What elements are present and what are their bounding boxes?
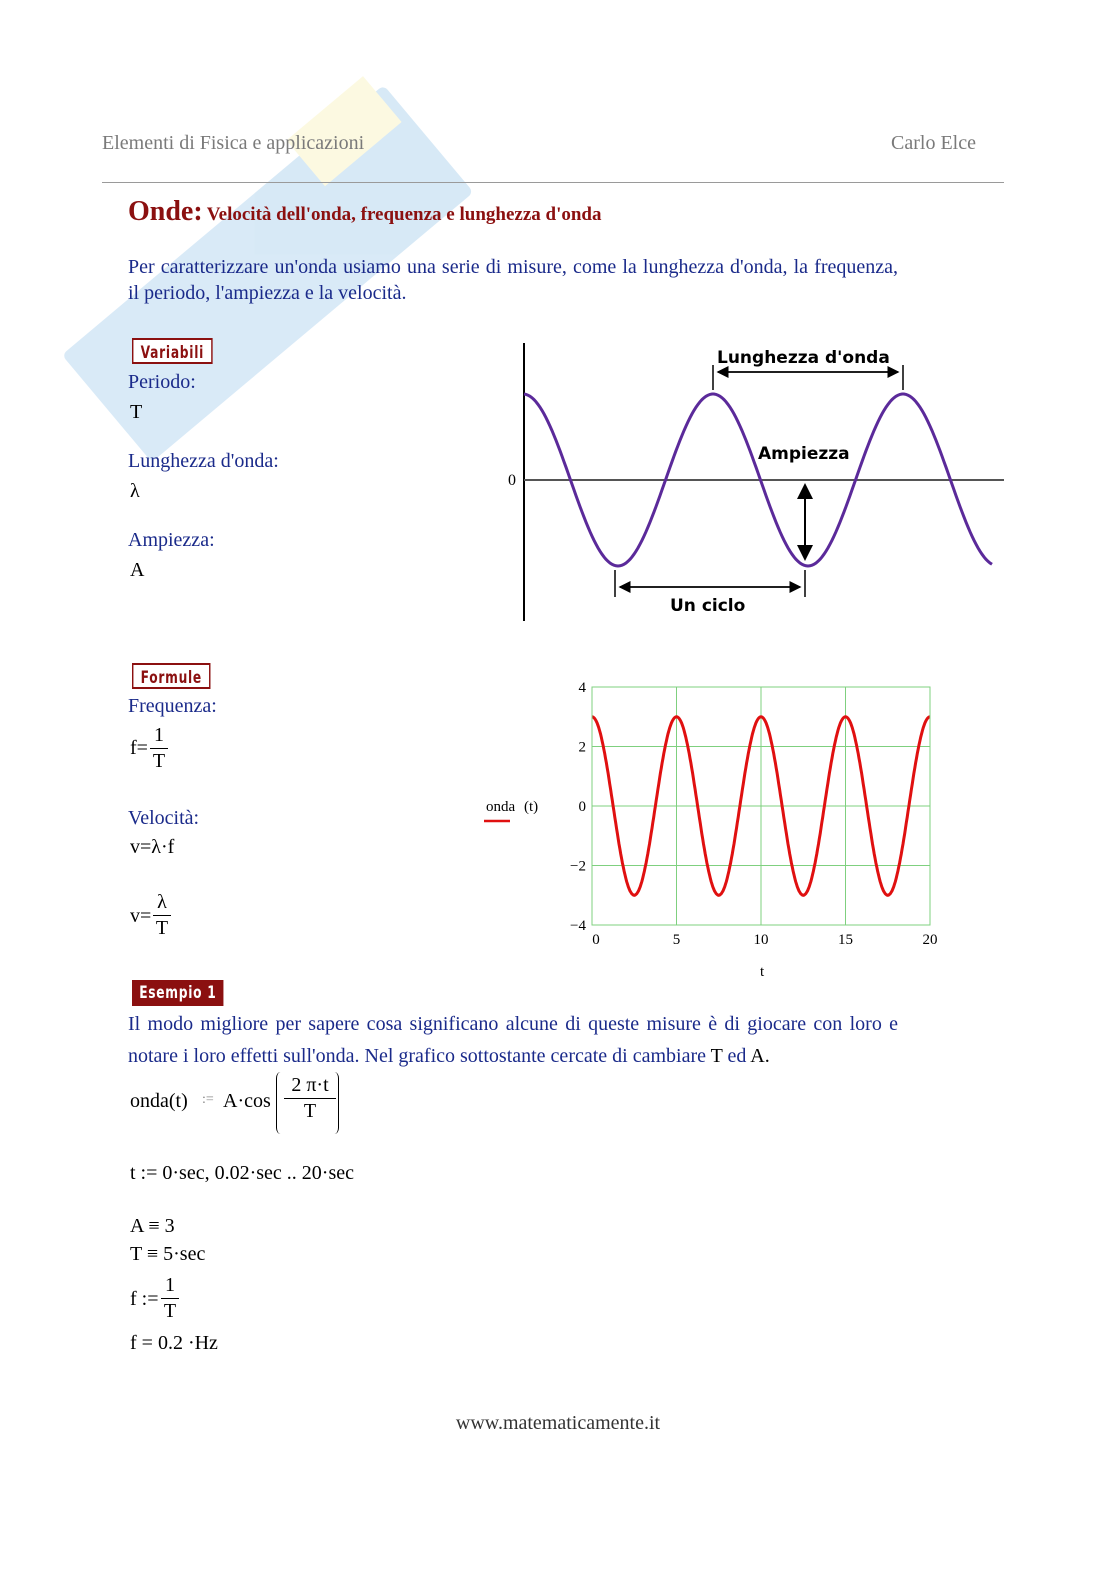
variabili-badge: Variabili bbox=[132, 338, 213, 364]
esempio-symbol-T: T bbox=[710, 1045, 723, 1067]
diagram-zero-label: 0 bbox=[508, 472, 516, 489]
f-definition-lhs: f := bbox=[130, 1288, 159, 1310]
f-def-fraction-bar bbox=[161, 1298, 179, 1299]
header-doc-title: Elementi di Fisica e applicazioni bbox=[102, 132, 365, 154]
esempio-paragraph bbox=[128, 1008, 898, 1072]
formule-badge: Formule bbox=[132, 663, 211, 689]
onda-numerator: 2 π·t bbox=[291, 1074, 329, 1096]
T-definition: T ≡ 5·sec bbox=[130, 1243, 206, 1265]
title-sub: Velocità dell'onda, frequenza e lunghezza d'onda bbox=[206, 204, 602, 225]
vel-numerator: λ bbox=[157, 891, 167, 913]
wave-diagram bbox=[500, 335, 1010, 630]
freq-fraction-bar bbox=[150, 748, 168, 749]
chart-y-tick-label: 4 bbox=[578, 680, 586, 696]
chart-x-tick-label: 0 bbox=[592, 932, 600, 948]
chart-x-axis-label: t bbox=[760, 964, 765, 980]
chart-x-tick-label: 20 bbox=[922, 932, 938, 948]
header-author: Carlo Elce bbox=[891, 132, 976, 154]
freq-denominator: T bbox=[152, 750, 166, 772]
onda-paren-right bbox=[330, 1072, 339, 1134]
section-title bbox=[128, 196, 602, 228]
chart-y-tick-label: 2 bbox=[578, 739, 586, 756]
onda-chart bbox=[480, 675, 960, 985]
f-def-numerator: 1 bbox=[165, 1274, 175, 1296]
vel-denominator: T bbox=[155, 917, 169, 939]
amplitude-label: Ampiezza bbox=[758, 444, 850, 464]
chart-y-tick-label: 0 bbox=[578, 799, 586, 815]
cycle-label: Un ciclo bbox=[670, 596, 746, 616]
vel-fraction-bar bbox=[153, 915, 171, 916]
footer-url: www.matematicamente.it bbox=[455, 1412, 661, 1434]
esempio-symbol-A: A bbox=[750, 1045, 765, 1067]
wavelength-label: Lunghezza d'onda bbox=[717, 348, 890, 368]
esempio-text-ed: ed bbox=[727, 1045, 747, 1067]
vel-formula-1: v=λ·f bbox=[130, 836, 175, 858]
ampiezza-symbol: A bbox=[130, 559, 145, 581]
chart-x-tick-label: 10 bbox=[753, 932, 769, 948]
vel-formula-2-fraction bbox=[153, 891, 171, 940]
frequenza-label: Frequenza: bbox=[128, 695, 217, 717]
vel-formula-2-lhs: v= bbox=[130, 905, 152, 927]
A-definition: A ≡ 3 bbox=[130, 1215, 175, 1237]
chart-y-tick-label: −2 bbox=[570, 858, 586, 875]
header-divider bbox=[102, 182, 1004, 183]
onda-def-assign: := bbox=[202, 1092, 214, 1107]
freq-numerator: 1 bbox=[154, 724, 164, 746]
esempio-text: Il modo migliore per sapere cosa significano alcune di queste misure è di giocare con loro e notare i loro effetti sull'onda. Nel grafico sottostante cercate di cambiare bbox=[128, 1013, 898, 1067]
title-main: Onde: bbox=[128, 196, 203, 227]
periodo-symbol: T bbox=[130, 401, 143, 423]
onda-fraction-bar bbox=[284, 1098, 336, 1099]
chart-x-tick-label: 15 bbox=[838, 932, 853, 948]
onda-def-rhs: A·cos bbox=[223, 1090, 271, 1112]
lunghezza-symbol: λ bbox=[130, 480, 140, 502]
velocita-label: Velocità: bbox=[128, 807, 200, 829]
onda-fraction bbox=[284, 1074, 336, 1123]
freq-formula-fraction bbox=[150, 724, 168, 773]
onda-def-lhs: onda(t) bbox=[130, 1090, 188, 1112]
chart-legend-arg: (t) bbox=[524, 799, 539, 815]
onda-denominator: T bbox=[303, 1100, 317, 1122]
chart-x-tick-label: 5 bbox=[672, 932, 681, 948]
esempio-text-dot: . bbox=[764, 1045, 770, 1067]
freq-formula-lhs: f= bbox=[130, 737, 148, 759]
f-definition-fraction bbox=[161, 1274, 179, 1323]
periodo-label: Periodo: bbox=[128, 371, 196, 393]
chart-y-tick-label: −4 bbox=[570, 918, 586, 934]
f-def-denominator: T bbox=[163, 1300, 177, 1322]
f-result: f = 0.2 ·Hz bbox=[130, 1332, 218, 1354]
ampiezza-label: Ampiezza: bbox=[128, 529, 215, 551]
esempio-badge: Esempio 1 bbox=[132, 980, 224, 1006]
chart-legend-label: onda bbox=[486, 799, 516, 815]
lunghezza-label: Lunghezza d'onda: bbox=[128, 450, 279, 472]
t-range-definition: t := 0·sec, 0.02·sec .. 20·sec bbox=[130, 1162, 354, 1184]
intro-paragraph: Per caratterizzare un'onda usiamo una serie di misure, come la lunghezza d'onda, la frequenza, il periodo, l'ampiezza e la velocità. bbox=[128, 256, 898, 304]
